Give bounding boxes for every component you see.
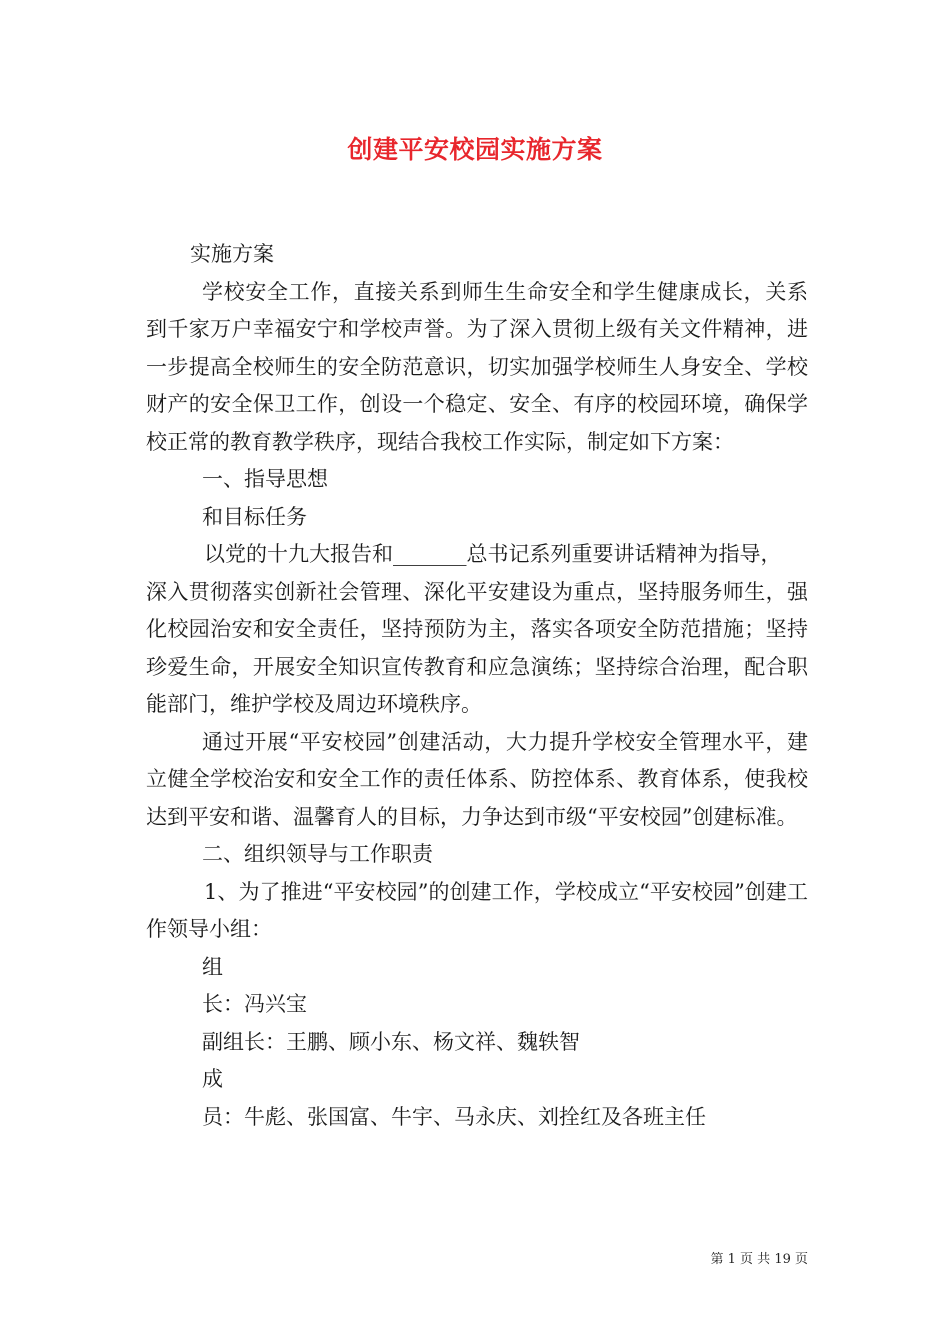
paragraph-intro: 学校安全工作，直接关系到师生生命安全和学生健康成长，关系到千家万户幸福安宁和学校声誉。为了深入贯彻上级有关文件精神，进一步提高全校师生的安全防范意识，切实加强学校师生人身安全、学校财产的安全保卫工作，创设一个稳定、安全、有序的校园环境，确保学校正常的教育教学秩序，现结合我校工作实际，制定如下方案： <box>146 279 808 454</box>
section-heading-goals: 和目标任务 <box>202 504 307 529</box>
section-heading-organization: 二、组织领导与工作职责 <box>202 842 433 866</box>
document-body <box>146 236 808 1136</box>
leader-label-line1: 组 <box>202 954 223 979</box>
guideline-text-before: 以党的十九大报告和 <box>204 542 393 566</box>
members-label-line1: 成 <box>202 1067 223 1091</box>
leader-label-line2: 长：冯兴宝 <box>202 992 307 1016</box>
members-label-line2: 员：牛彪、张国富、牛宇、马永庆、刘拴红及各班主任 <box>202 1104 706 1129</box>
paragraph-guideline-line1 <box>146 536 808 574</box>
document-title: 创建平安校园实施方案 <box>347 135 603 164</box>
paragraph-guideline: 深入贯彻落实创新社会管理、深化平安建设为重点，坚持服务师生，强化校园治安和安全责任，坚持预防为主，落实各项安全防范措施；坚持珍爱生命，开展安全知识宣传教育和应急演练；坚持综合治理，配合职能部门，维护学校及周边环境秩序。 <box>146 579 808 716</box>
section-heading-plan: 实施方案 <box>190 242 274 266</box>
guideline-blank: _______ <box>393 542 467 566</box>
deputy-leaders: 副组长：王鹏、顾小东、杨文祥、魏轶智 <box>202 1029 580 1054</box>
paragraph-leadership-group: 1、为了推进“平安校园”的创建工作，学校成立“平安校园”创建工作领导小组： <box>146 879 808 941</box>
guideline-text-after: 总书记系列重要讲话精神为指导， <box>466 542 782 566</box>
page-number-footer: 第 1 页 共 19 页 <box>710 1252 808 1267</box>
section-heading-guideline: 一、指导思想 <box>202 467 328 491</box>
paragraph-goals: 通过开展“平安校园”创建活动，大力提升学校安全管理水平，建立健全学校治安和安全工作的责任体系、防控体系、教育体系，使我校达到平安和谐、温馨育人的目标，力争达到市级“平安校园”创建标准。 <box>146 729 808 829</box>
